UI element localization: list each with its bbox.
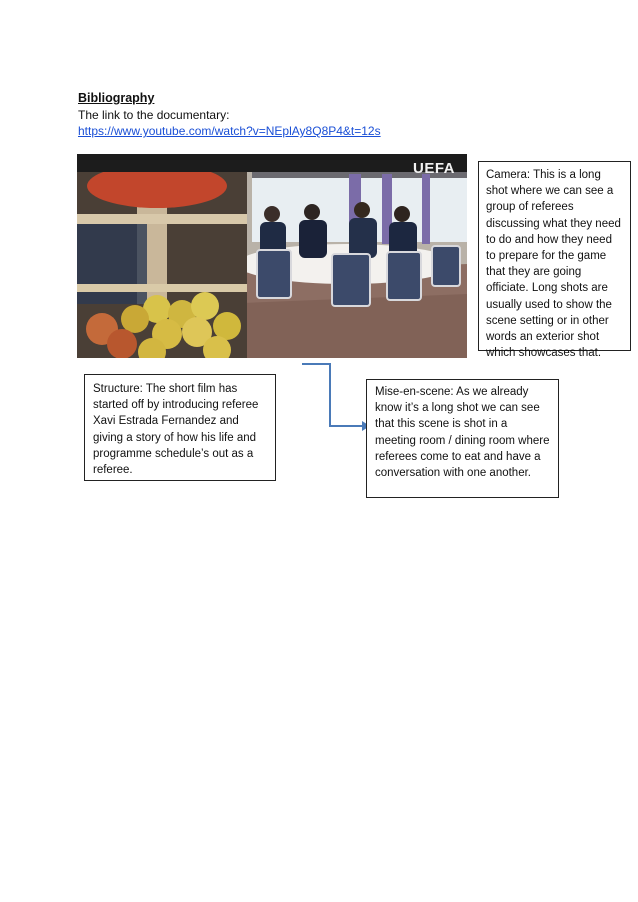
documentary-link-intro: The link to the documentary: <box>78 108 230 122</box>
mise-en-scene-note-box: Mise-en-scene: As we already know it’s a long shot we can see that this scene is shot in a meeting room / dining room where referees come to eat and have a conversation with one another. <box>366 379 559 498</box>
documentary-link[interactable]: https://www.youtube.com/watch?v=NEplAy8Q8P4&t=12s <box>78 124 381 138</box>
documentary-still-image <box>77 154 467 358</box>
still-scene-illustration <box>77 154 467 358</box>
structure-note-box: Structure: The short film has started off by introducing referee Xavi Estrada Fernandez and giving a story of how his life and programme schedule’s out as a referee. <box>84 374 276 481</box>
uefa-logo: UEFA <box>412 160 455 177</box>
bibliography-heading: Bibliography <box>78 91 155 105</box>
connector-arrow-icon <box>300 360 370 432</box>
camera-note-box: Camera: This is a long shot where we can see a group of referees discussing what they need to do and how they need to prepare for the game that they are going officiate. Long shots are usually used to show the scene setting or in other words an exterior shot which showcases that. <box>478 161 631 351</box>
